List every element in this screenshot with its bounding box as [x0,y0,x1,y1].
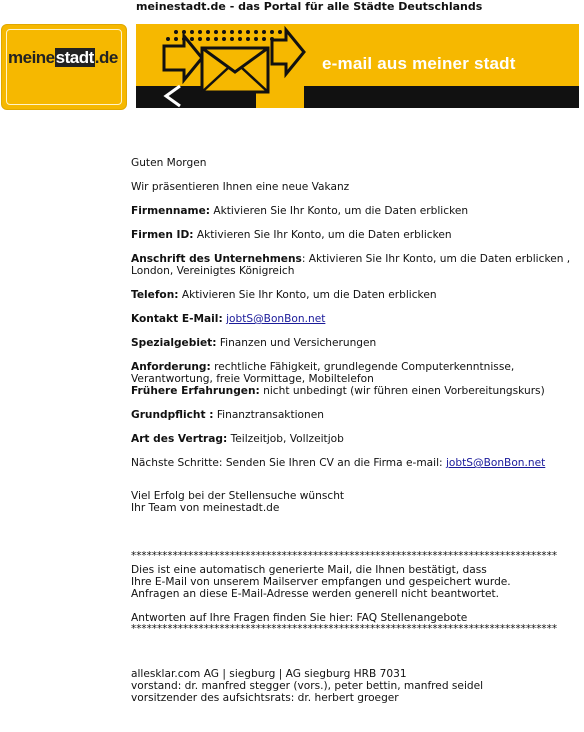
page-title: meinestadt.de - das Portal für alle Städte Deutschlands [136,0,483,13]
field-contact-email [131,313,325,326]
closing-line2: Ihr Team von meinestadt.de [131,502,280,514]
field-label: Telefon: [131,289,179,301]
field-duty [131,409,324,422]
field-company-id [131,229,452,242]
logo-text-prefix: meine [8,48,55,67]
email-banner [136,24,579,108]
field-value: Finanztransaktionen [213,409,324,421]
field-label: Anforderung: [131,361,211,373]
field-experience [131,385,545,398]
banner-title: e-mail aus meiner stadt [322,54,516,73]
field-value: Teilzeitjob, Vollzeitjob [227,433,344,445]
contact-email-link[interactable]: jobtS@BonBon.net [226,313,326,325]
field-address [131,253,570,266]
separator-stars-bottom: ********************************************************************************** [131,623,558,635]
field-label: Firmen ID: [131,229,194,241]
meinestadt-logo[interactable] [1,24,127,110]
auto-notice-line2: Ihre E-Mail von unserem Mailserver empfangen und gespeichert wurde. [131,576,511,588]
auto-notice-line3: Anfragen an diese E-Mail-Adresse werden generell nicht beantwortet. [131,588,500,600]
field-specialty [131,337,376,350]
field-label: Art des Vertrag: [131,433,228,445]
intro: Wir präsentieren Ihnen eine neue Vakanz [131,181,350,193]
field-requirement-line2: Verantwortung, freie Vormittage, Mobiltelefon [131,373,374,385]
next-steps-email-link[interactable]: jobtS@BonBon.net [445,457,546,469]
next-steps-text: Nächste Schritte: Senden Sie Ihren CV an die Firma e-mail: [131,457,446,469]
field-value: Finanzen und Versicherungen [216,337,377,349]
field-label: Frühere Erfahrungen: [131,385,260,397]
field-contract [131,433,344,446]
field-value: nicht unbedingt (wir führen einen Vorbereitungskurs) [259,385,545,397]
field-label: Anschrift des Unternehmens [131,253,302,265]
field-requirement [131,361,514,374]
closing-line1: Viel Erfolg bei der Stellensuche wünscht [131,490,345,502]
field-value: Aktivieren Sie Ihr Konto, um die Daten erblicken [193,229,452,241]
separator-stars-top: ********************************************************************************** [131,550,558,562]
logo-text-suffix: .de [94,48,118,67]
next-steps [131,457,545,470]
field-value: : Aktivieren Sie Ihr Konto, um die Daten erblicken , [301,253,571,265]
field-value: Aktivieren Sie Ihr Konto, um die Daten erblicken [178,289,437,301]
field-value: rechtliche Fähigkeit, grundlegende Computerkenntnisse, [210,361,515,373]
field-label: Kontakt E-Mail: [131,313,223,325]
field-label: Grundpflicht : [131,409,214,421]
field-value: Aktivieren Sie Ihr Konto, um die Daten erblicken [210,205,469,217]
field-label: Firmenname: [131,205,211,217]
logo-frame [6,29,122,105]
auto-notice-line1: Dies ist eine automatisch generierte Mail, die Ihnen bestätigt, dass [131,564,487,576]
logo-text-highlight: stadt [55,48,94,67]
footer-supervisory: vorsitzender des aufsichtsrats: dr. herbert groeger [131,692,399,704]
field-address-line2: London, Vereinigtes Königreich [131,265,295,277]
field-company-name [131,205,468,218]
logo-text [8,48,118,67]
faq-line: Antworten auf Ihre Fragen finden Sie hier: FAQ Stellenangebote [131,612,468,624]
greeting: Guten Morgen [131,157,207,169]
field-label: Spezialgebiet: [131,337,217,349]
footer-board: vorstand: dr. manfred stegger (vors.), peter bettin, manfred seidel [131,680,484,692]
footer-company: allesklar.com AG | siegburg | AG siegburg HRB 7031 [131,668,407,680]
field-phone [131,289,437,302]
